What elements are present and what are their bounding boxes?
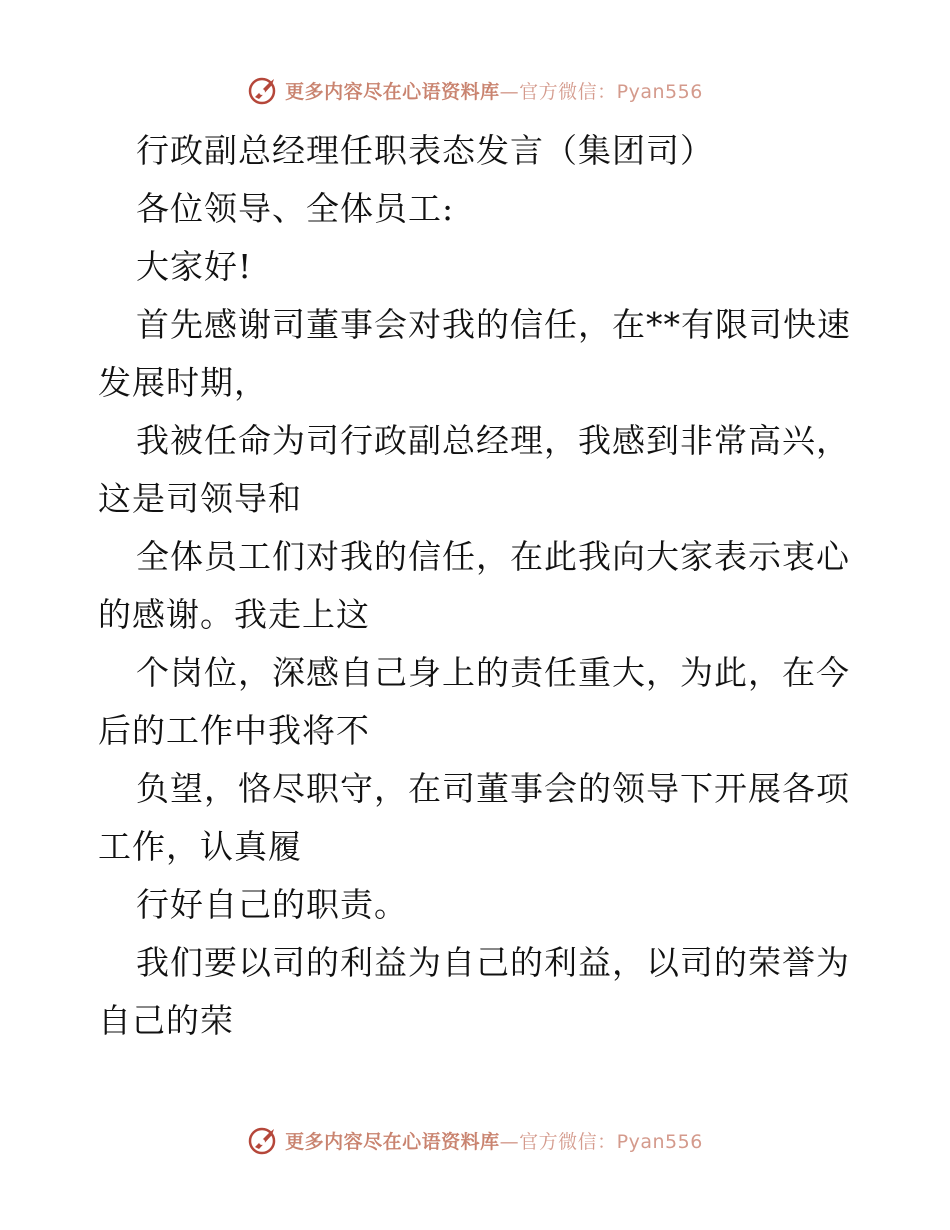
text-line: 行政副总经理任职表态发言（集团司） <box>136 131 714 170</box>
footer-watermark <box>0 1120 950 1160</box>
text-line: 我被任命为司行政副总经理，我感到非常高兴， <box>136 421 850 460</box>
text-line: 我们要以司的利益为自己的利益，以司的荣誉为 <box>136 943 850 982</box>
watermark-contact: —官方微信：Pyan556 <box>499 1130 703 1153</box>
text-line: 后的工作中我将不 <box>98 711 370 750</box>
text-line: 这是司领导和 <box>98 479 302 518</box>
document-body <box>98 122 858 1050</box>
header-watermark <box>0 70 950 110</box>
text-line: 发展时期， <box>98 363 268 402</box>
text-line: 的感谢。我走上这 <box>98 595 370 634</box>
text-line: 首先感谢司董事会对我的信任，在**有限司快速 <box>136 305 851 344</box>
text-line: 大家好! <box>136 247 253 286</box>
text-line: 自己的荣 <box>98 1001 234 1040</box>
text-line: 负望，恪尽职守，在司董事会的领导下开展各项 <box>136 769 850 808</box>
watermark-brand: 更多内容尽在心语资料库 <box>285 1130 500 1153</box>
text-line: 全体员工们对我的信任，在此我向大家表示衷心 <box>136 537 850 576</box>
text-line: 工作，认真履 <box>98 827 302 866</box>
watermark-text <box>285 1127 703 1154</box>
pen-logo-icon <box>247 73 281 107</box>
watermark-contact: —官方微信：Pyan556 <box>499 80 703 103</box>
text-line: 行好自己的职责。 <box>136 885 408 924</box>
watermark-brand: 更多内容尽在心语资料库 <box>285 80 500 103</box>
pen-logo-icon <box>247 1123 281 1157</box>
text-line: 个岗位，深感自己身上的责任重大，为此，在今 <box>136 653 850 692</box>
watermark-text <box>285 77 703 104</box>
text-line: 各位领导、全体员工: <box>136 189 455 228</box>
